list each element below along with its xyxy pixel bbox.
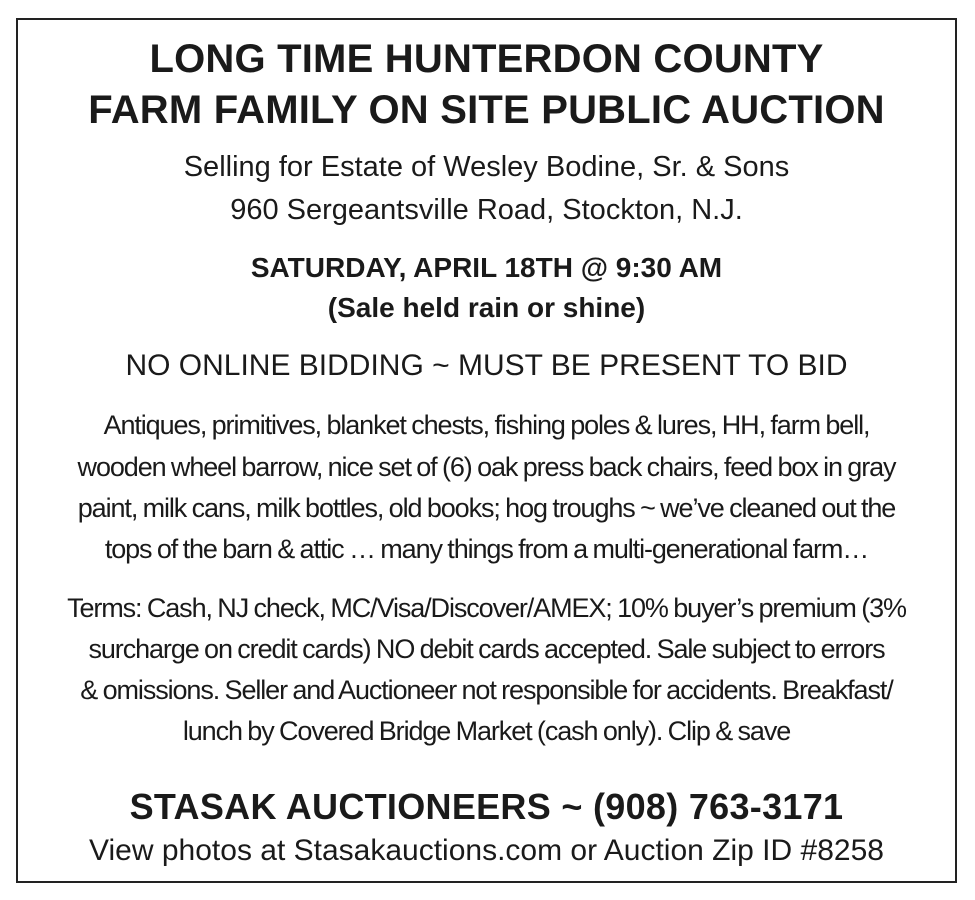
items-line-2: wooden wheel barrow, nice set of (6) oak press back chairs, feed box in gray bbox=[77, 452, 896, 482]
items-line-3: paint, milk cans, milk bottles, old books; hog troughs ~ we’ve cleaned out the bbox=[77, 493, 896, 523]
items-line-4: tops of the barn & attic … many things from a multi-generational farm… bbox=[104, 534, 869, 564]
sale-date: SATURDAY, APRIL 18TH @ 9:30 AM bbox=[250, 252, 723, 283]
items-line-1: Antiques, primitives, blanket chests, fishing poles & lures, HH, farm bell, bbox=[103, 410, 870, 440]
auction-ad bbox=[16, 18, 957, 883]
address-line: 960 Sergeantsville Road, Stockton, N.J. bbox=[230, 194, 743, 226]
headline-line-1: LONG TIME HUNTERDON COUNTY bbox=[149, 37, 824, 81]
terms-line-3: & omissions. Seller and Auctioneer not responsible for accidents. Breakfast/ bbox=[80, 675, 893, 705]
headline-line-2: FARM FAMILY ON SITE PUBLIC AUCTION bbox=[88, 88, 885, 132]
auctioneer-contact: STASAK AUCTIONEERS ~ (908) 763-3171 bbox=[129, 786, 844, 827]
terms-line-4: lunch by Covered Bridge Market (cash only). Clip & save bbox=[182, 716, 791, 746]
terms-line-1: Terms: Cash, NJ check, MC/Visa/Discover/AMEX; 10% buyer’s premium (3% bbox=[67, 593, 906, 623]
bidding-notice: NO ONLINE BIDDING ~ MUST BE PRESENT TO BID bbox=[125, 349, 848, 382]
weather-note: (Sale held rain or shine) bbox=[327, 292, 646, 323]
terms-line-2: surcharge on credit cards) NO debit cards accepted. Sale subject to errors bbox=[88, 634, 885, 664]
photos-note: View photos at Stasakauctions.com or Auction Zip ID #8258 bbox=[89, 834, 884, 867]
estate-line: Selling for Estate of Wesley Bodine, Sr. & Sons bbox=[183, 151, 790, 183]
